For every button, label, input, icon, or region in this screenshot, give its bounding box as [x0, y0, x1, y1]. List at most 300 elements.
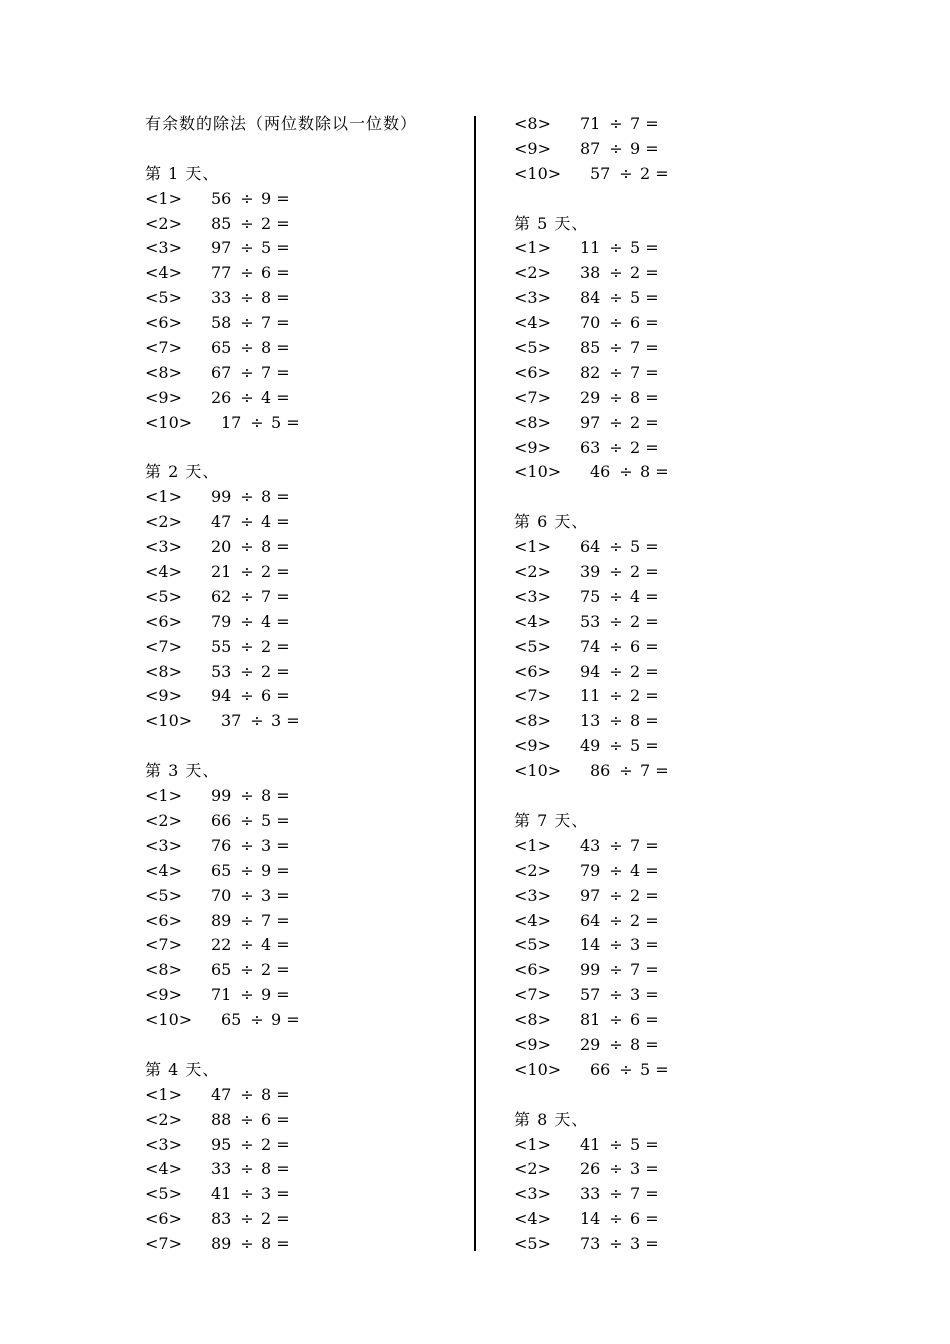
- divisor: 7: [630, 960, 641, 980]
- problem-row: [145, 784, 465, 809]
- problem-index: <7>: [145, 636, 182, 656]
- problem-index: <9>: [514, 1034, 551, 1054]
- problem-row: [514, 386, 834, 411]
- problem-row: [145, 1157, 465, 1182]
- problem-index: <10>: [145, 711, 193, 731]
- problem-row: [514, 734, 834, 759]
- dividend: 94: [580, 661, 601, 681]
- problem-row: [514, 436, 834, 461]
- day-heading: 第 1 天、: [145, 163, 220, 183]
- dividend: 84: [580, 288, 601, 308]
- divide-sign: ÷: [609, 611, 623, 631]
- problem-index: <5>: [514, 1234, 551, 1254]
- divide-sign: ÷: [240, 1159, 254, 1179]
- problem-row: [514, 1207, 834, 1232]
- divide-sign: ÷: [609, 711, 623, 731]
- problem-index: <2>: [514, 860, 551, 880]
- divisor: 7: [630, 338, 641, 358]
- divide-sign: ÷: [240, 611, 254, 631]
- dividend: 53: [211, 661, 232, 681]
- dividend: 89: [211, 1234, 232, 1254]
- equals-sign: =: [655, 761, 669, 781]
- divisor: 6: [630, 1010, 641, 1030]
- problem-index: <5>: [514, 935, 551, 955]
- problem-row: [145, 1083, 465, 1108]
- problem-row: [145, 958, 465, 983]
- divide-sign: ÷: [240, 188, 254, 208]
- dividend: 57: [590, 163, 611, 183]
- problem-index: <2>: [514, 1159, 551, 1179]
- divisor: 2: [261, 636, 272, 656]
- dividend: 13: [580, 711, 601, 731]
- equals-sign: =: [645, 1209, 659, 1229]
- problem-index: <2>: [514, 562, 551, 582]
- divisor: 6: [261, 1109, 272, 1129]
- divide-sign: ÷: [240, 238, 254, 258]
- divide-sign: ÷: [240, 910, 254, 930]
- dividend: 41: [580, 1134, 601, 1154]
- dividend: 63: [580, 437, 601, 457]
- problem-index: <4>: [145, 562, 182, 582]
- divide-sign: ÷: [609, 860, 623, 880]
- spacer: [514, 784, 834, 809]
- problem-row: [514, 460, 834, 485]
- problem-row: [145, 1108, 465, 1133]
- divisor: 2: [630, 437, 641, 457]
- divide-sign: ÷: [250, 1010, 264, 1030]
- problem-index: <1>: [145, 786, 182, 806]
- dividend: 29: [580, 1034, 601, 1054]
- equals-sign: =: [645, 1234, 659, 1254]
- equals-sign: =: [276, 661, 290, 681]
- divisor: 8: [261, 1234, 272, 1254]
- problem-index: <2>: [145, 512, 182, 532]
- equals-sign: =: [645, 835, 659, 855]
- dividend: 58: [211, 313, 232, 333]
- problem-row: [145, 236, 465, 261]
- problem-index: <3>: [145, 1134, 182, 1154]
- dividend: 97: [580, 412, 601, 432]
- problem-row: [145, 909, 465, 934]
- problem-row: [514, 1182, 834, 1207]
- problem-row: [145, 286, 465, 311]
- equals-sign: =: [655, 163, 669, 183]
- dividend: 29: [580, 387, 601, 407]
- divisor: 9: [261, 985, 272, 1005]
- divisor: 3: [261, 835, 272, 855]
- equals-sign: =: [645, 1184, 659, 1204]
- divide-sign: ÷: [619, 163, 633, 183]
- divisor: 3: [630, 985, 641, 1005]
- problem-index: <8>: [514, 711, 551, 731]
- divide-sign: ÷: [240, 387, 254, 407]
- dividend: 79: [211, 611, 232, 631]
- problem-row: [145, 859, 465, 884]
- problem-row: [514, 560, 834, 585]
- problem-index: <3>: [514, 288, 551, 308]
- spacer: [514, 1083, 834, 1108]
- divide-sign: ÷: [240, 1134, 254, 1154]
- spacer: [145, 436, 465, 461]
- problem-index: <7>: [145, 935, 182, 955]
- divide-sign: ÷: [609, 1010, 623, 1030]
- divide-sign: ÷: [609, 885, 623, 905]
- problem-index: <3>: [145, 835, 182, 855]
- equals-sign: =: [645, 437, 659, 457]
- problem-index: <6>: [145, 1209, 182, 1229]
- divisor: 2: [630, 686, 641, 706]
- divide-sign: ÷: [240, 1109, 254, 1129]
- problem-row: [145, 1207, 465, 1232]
- divide-sign: ÷: [240, 338, 254, 358]
- divide-sign: ÷: [240, 1209, 254, 1229]
- problem-index: <4>: [514, 910, 551, 930]
- divide-sign: ÷: [240, 985, 254, 1005]
- dividend: 74: [580, 636, 601, 656]
- problem-index: <5>: [145, 586, 182, 606]
- equals-sign: =: [645, 985, 659, 1005]
- divisor: 8: [630, 387, 641, 407]
- divide-sign: ÷: [609, 1034, 623, 1054]
- divisor: 9: [630, 138, 641, 158]
- problem-row: [514, 411, 834, 436]
- divisor: 7: [640, 761, 651, 781]
- problem-row: [514, 1008, 834, 1033]
- divide-sign: ÷: [240, 786, 254, 806]
- divisor: 4: [630, 860, 641, 880]
- divide-sign: ÷: [240, 1084, 254, 1104]
- problem-row: [145, 411, 465, 436]
- day-heading: 第 7 天、: [514, 810, 589, 830]
- problem-row: [145, 585, 465, 610]
- divide-sign: ÷: [609, 412, 623, 432]
- divide-sign: ÷: [609, 562, 623, 582]
- equals-sign: =: [276, 213, 290, 233]
- equals-sign: =: [645, 686, 659, 706]
- equals-sign: =: [645, 910, 659, 930]
- day-heading: 第 5 天、: [514, 213, 589, 233]
- equals-sign: =: [276, 1084, 290, 1104]
- divide-sign: ÷: [609, 910, 623, 930]
- problem-index: <1>: [514, 537, 551, 557]
- divide-sign: ÷: [240, 487, 254, 507]
- problem-row: [514, 635, 834, 660]
- equals-sign: =: [276, 611, 290, 631]
- equals-sign: =: [276, 288, 290, 308]
- divide-sign: ÷: [240, 512, 254, 532]
- divide-sign: ÷: [240, 562, 254, 582]
- problem-row: [514, 660, 834, 685]
- problem-index: <10>: [145, 412, 193, 432]
- equals-sign: =: [276, 512, 290, 532]
- problem-row: [514, 535, 834, 560]
- equals-sign: =: [276, 935, 290, 955]
- problem-index: <1>: [145, 487, 182, 507]
- equals-sign: =: [276, 1234, 290, 1254]
- divide-sign: ÷: [240, 1184, 254, 1204]
- divisor: 5: [630, 736, 641, 756]
- equals-sign: =: [276, 188, 290, 208]
- equals-sign: =: [645, 860, 659, 880]
- equals-sign: =: [645, 362, 659, 382]
- equals-sign: =: [645, 885, 659, 905]
- divisor: 2: [261, 1209, 272, 1229]
- equals-sign: =: [276, 960, 290, 980]
- problem-index: <7>: [145, 1234, 182, 1254]
- divide-sign: ÷: [240, 960, 254, 980]
- divide-sign: ÷: [609, 586, 623, 606]
- problem-row: [145, 212, 465, 237]
- divisor: 5: [271, 412, 282, 432]
- problem-index: <1>: [514, 835, 551, 855]
- divisor: 3: [261, 1184, 272, 1204]
- dividend: 33: [580, 1184, 601, 1204]
- dividend: 47: [211, 1084, 232, 1104]
- equals-sign: =: [645, 1010, 659, 1030]
- divide-sign: ÷: [609, 362, 623, 382]
- dividend: 53: [580, 611, 601, 631]
- dividend: 49: [580, 736, 601, 756]
- dividend: 99: [211, 487, 232, 507]
- divisor: 5: [630, 288, 641, 308]
- dividend: 56: [211, 188, 232, 208]
- equals-sign: =: [276, 1109, 290, 1129]
- problem-index: <9>: [145, 985, 182, 1005]
- divisor: 2: [630, 263, 641, 283]
- divisor: 2: [630, 412, 641, 432]
- problem-row: [145, 311, 465, 336]
- divide-sign: ÷: [240, 860, 254, 880]
- divisor: 7: [630, 114, 641, 133]
- dividend: 26: [580, 1159, 601, 1179]
- problem-row: [145, 261, 465, 286]
- problem-row: [514, 958, 834, 983]
- equals-sign: =: [645, 611, 659, 631]
- dividend: 73: [580, 1234, 601, 1254]
- equals-sign: =: [276, 686, 290, 706]
- problem-row: [145, 1008, 465, 1033]
- divisor: 3: [630, 1159, 641, 1179]
- equals-sign: =: [645, 138, 659, 158]
- divisor: 8: [261, 288, 272, 308]
- problem-row: [514, 983, 834, 1008]
- problem-row: [145, 336, 465, 361]
- dividend: 66: [211, 810, 232, 830]
- problem-index: <10>: [514, 462, 562, 482]
- divide-sign: ÷: [240, 362, 254, 382]
- problem-index: <1>: [514, 1134, 551, 1154]
- problem-index: <3>: [145, 238, 182, 258]
- divisor: 8: [261, 1084, 272, 1104]
- problem-row: [514, 286, 834, 311]
- problem-index: <2>: [145, 213, 182, 233]
- divide-sign: ÷: [609, 238, 623, 258]
- dividend: 14: [580, 1209, 601, 1229]
- dividend: 97: [211, 238, 232, 258]
- dividend: 47: [211, 512, 232, 532]
- equals-sign: =: [276, 362, 290, 382]
- problem-index: <6>: [514, 362, 551, 382]
- divisor: 7: [261, 313, 272, 333]
- divide-sign: ÷: [240, 586, 254, 606]
- divide-sign: ÷: [609, 263, 623, 283]
- divisor: 5: [630, 1134, 641, 1154]
- problem-row: [514, 1033, 834, 1058]
- day-heading: 第 4 天、: [145, 1059, 220, 1079]
- divisor: 4: [261, 935, 272, 955]
- problem-index: <3>: [514, 586, 551, 606]
- problem-row: [514, 361, 834, 386]
- divide-sign: ÷: [609, 1209, 623, 1229]
- equals-sign: =: [276, 1134, 290, 1154]
- dividend: 88: [211, 1109, 232, 1129]
- dividend: 75: [580, 586, 601, 606]
- problem-index: <9>: [514, 138, 551, 158]
- dividend: 17: [221, 412, 242, 432]
- dividend: 11: [580, 238, 601, 258]
- problem-index: <4>: [514, 313, 551, 333]
- dividend: 67: [211, 362, 232, 382]
- problem-index: <8>: [514, 1010, 551, 1030]
- divide-sign: ÷: [619, 761, 633, 781]
- divide-sign: ÷: [609, 636, 623, 656]
- equals-sign: =: [645, 960, 659, 980]
- dividend: 82: [580, 362, 601, 382]
- equals-sign: =: [645, 586, 659, 606]
- problem-index: <7>: [514, 387, 551, 407]
- dividend: 89: [211, 910, 232, 930]
- problem-row: [514, 112, 834, 137]
- dividend: 99: [211, 786, 232, 806]
- problem-index: <2>: [145, 810, 182, 830]
- problem-index: <1>: [514, 238, 551, 258]
- problem-index: <8>: [145, 661, 182, 681]
- left-column: [145, 112, 465, 1257]
- divisor: 2: [261, 562, 272, 582]
- equals-sign: =: [276, 885, 290, 905]
- problem-row: [514, 884, 834, 909]
- equals-sign: =: [645, 711, 659, 731]
- problem-index: <2>: [514, 263, 551, 283]
- equals-sign: =: [645, 338, 659, 358]
- page-title: 有余数的除法（两位数除以一位数）: [145, 114, 418, 133]
- problem-row: [145, 884, 465, 909]
- equals-sign: =: [276, 810, 290, 830]
- problem-index: <8>: [514, 412, 551, 432]
- problem-row: [514, 1058, 834, 1083]
- divide-sign: ÷: [240, 263, 254, 283]
- day-heading: 第 8 天、: [514, 1109, 589, 1129]
- divisor: 3: [630, 1234, 641, 1254]
- day-heading: 第 2 天、: [145, 462, 220, 482]
- dividend: 79: [580, 860, 601, 880]
- equals-sign: =: [645, 313, 659, 333]
- divisor: 2: [261, 213, 272, 233]
- equals-sign: =: [645, 1134, 659, 1154]
- problem-row: [514, 933, 834, 958]
- divisor: 7: [261, 586, 272, 606]
- dividend: 65: [211, 960, 232, 980]
- divisor: 7: [261, 362, 272, 382]
- problem-row: [514, 137, 834, 162]
- equals-sign: =: [645, 935, 659, 955]
- divisor: 3: [261, 885, 272, 905]
- divisor: 2: [630, 910, 641, 930]
- equals-sign: =: [645, 114, 659, 133]
- day-heading: 第 3 天、: [145, 761, 220, 781]
- problem-row: [145, 684, 465, 709]
- divisor: 6: [261, 263, 272, 283]
- equals-sign: =: [276, 835, 290, 855]
- divisor: 5: [630, 238, 641, 258]
- divisor: 5: [640, 1059, 651, 1079]
- dividend: 33: [211, 288, 232, 308]
- problem-index: <8>: [145, 362, 182, 382]
- problem-index: <3>: [514, 885, 551, 905]
- equals-sign: =: [645, 736, 659, 756]
- dividend: 21: [211, 562, 232, 582]
- spacer: [514, 187, 834, 212]
- problem-row: [145, 635, 465, 660]
- equals-sign: =: [645, 1159, 659, 1179]
- divide-sign: ÷: [240, 935, 254, 955]
- problem-index: <6>: [514, 960, 551, 980]
- equals-sign: =: [276, 910, 290, 930]
- dividend: 97: [580, 885, 601, 905]
- divisor: 7: [261, 910, 272, 930]
- dividend: 20: [211, 537, 232, 557]
- dividend: 85: [211, 213, 232, 233]
- dividend: 43: [580, 835, 601, 855]
- problem-index: <7>: [514, 985, 551, 1005]
- divisor: 2: [261, 1134, 272, 1154]
- divisor: 6: [630, 1209, 641, 1229]
- problem-index: <5>: [514, 636, 551, 656]
- problem-index: <1>: [145, 188, 182, 208]
- divide-sign: ÷: [609, 338, 623, 358]
- dividend: 22: [211, 935, 232, 955]
- dividend: 65: [211, 338, 232, 358]
- divide-sign: ÷: [609, 935, 623, 955]
- divisor: 8: [630, 1034, 641, 1054]
- divide-sign: ÷: [609, 537, 623, 557]
- divisor: 7: [630, 362, 641, 382]
- divide-sign: ÷: [240, 835, 254, 855]
- problem-index: <9>: [145, 387, 182, 407]
- divide-sign: ÷: [609, 288, 623, 308]
- equals-sign: =: [645, 238, 659, 258]
- divide-sign: ÷: [609, 1159, 623, 1179]
- spacer: [145, 734, 465, 759]
- divide-sign: ÷: [609, 661, 623, 681]
- dividend: 76: [211, 835, 232, 855]
- dividend: 38: [580, 263, 601, 283]
- equals-sign: =: [276, 586, 290, 606]
- equals-sign: =: [276, 487, 290, 507]
- problem-index: <8>: [145, 960, 182, 980]
- problem-row: [145, 660, 465, 685]
- problem-row: [145, 809, 465, 834]
- divide-sign: ÷: [240, 313, 254, 333]
- equals-sign: =: [645, 387, 659, 407]
- divide-sign: ÷: [619, 1059, 633, 1079]
- day-heading: 第 6 天、: [514, 512, 589, 532]
- dividend: 11: [580, 686, 601, 706]
- problem-row: [145, 1232, 465, 1257]
- problem-index: <6>: [145, 910, 182, 930]
- problem-row: [145, 386, 465, 411]
- dividend: 94: [211, 686, 232, 706]
